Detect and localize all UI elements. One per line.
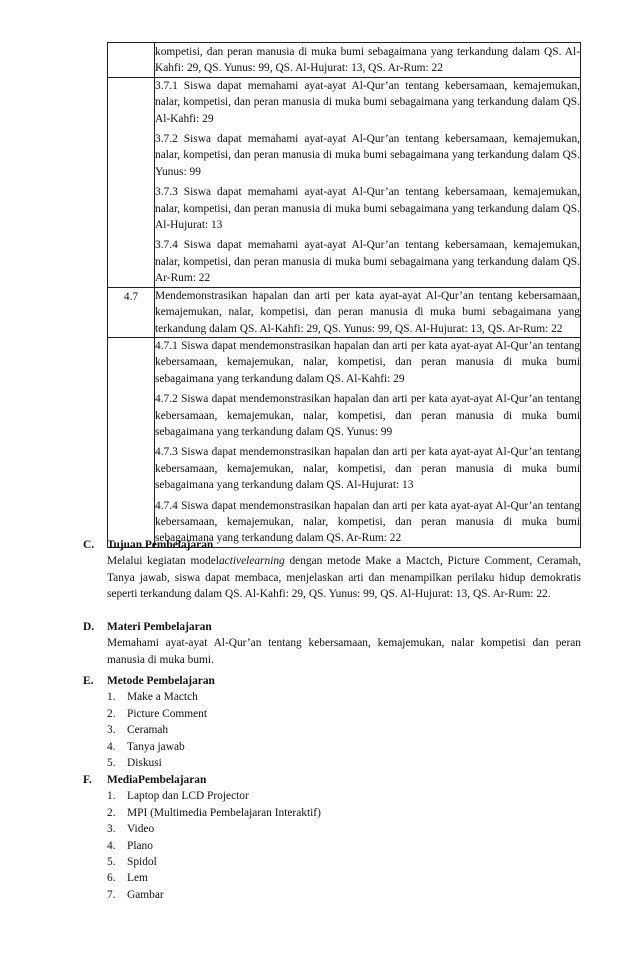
list-item: 2. Picture Comment xyxy=(107,707,208,720)
section-heading xyxy=(83,537,581,553)
emphasis-text: activelearning xyxy=(218,555,285,568)
section-heading xyxy=(83,619,581,635)
row-description xyxy=(155,287,581,337)
indicator-4-7-2: 4.7.2 Siswa dapat mendemonstrasikan hapalan dan arti per kata ayat-ayat Al-Qur’an tentang kebersamaan, kemajemukan, nalar, kompetisi, dan peran manusia di muka bumi sebagaimana yang terkandung dalam QS. Yunus: 99 xyxy=(155,393,580,438)
row-number xyxy=(108,43,155,78)
list-item: 7. Gambar xyxy=(107,888,164,901)
indicator-3-7-2: 3.7.2 Siswa dapat memahami ayat-ayat Al-Qur’an tentang kebersamaan, kemajemukan, nalar, kompetisi, dan peran manusia di muka bumi sebagaimana yang terkandung dalam QS. Yunus: 99 xyxy=(155,133,580,178)
row-description xyxy=(155,337,581,547)
indicator-4-7-1: 4.7.1 Siswa dapat mendemonstrasikan hapalan dan arti per kata ayat-ayat Al-Qur’an tentang kebersamaan, kemajemukan, nalar, kompetisi, dan peran manusia di muka bumi sebagaimana yang terkandung dalam QS. Al-Kahfi: 29 xyxy=(155,339,580,385)
list-item: 1. Make a Mactch xyxy=(107,691,198,704)
section-letter: D. xyxy=(83,621,95,633)
list-item: 5. Spidol xyxy=(107,856,157,869)
row-description xyxy=(155,77,581,287)
section-letter: C. xyxy=(83,539,95,551)
section-metode-pembelajaran xyxy=(83,673,581,771)
section-body: Melalui kegiatan modelactivelearning dengan metode Make a Mactch, Picture Comment, Ceramah, Tanya jawab, siswa dapat membaca, menjelaskan arti dan menampilkan perilaku hidup demokratis seperti terkandung dalam QS. Al-Kahfi: 29, QS. Yunus: 99, QS. Al-Hujurat: 13, QS. Ar-Rum: 22. xyxy=(107,555,581,601)
indicator-3-7-4: 3.7.4 Siswa dapat memahami ayat-ayat Al-Qur’an tentang kebersamaan, kemajemukan, nalar, kompetisi, dan peran manusia di muka bumi sebagaimana yang terkandung dalam QS. Ar-Rum: 22 xyxy=(155,239,580,285)
section-title: MediaPembelajaran xyxy=(107,774,207,786)
list-item: 4. Tanya jawab xyxy=(107,740,185,753)
section-heading xyxy=(83,772,581,788)
section-title: Tujuan Pembelajaran xyxy=(107,539,214,551)
section-heading xyxy=(83,673,581,689)
indicator-3-7-3: 3.7.3 Siswa dapat memahami ayat-ayat Al-Qur’an tentang kebersamaan, kemajemukan, nalar, kompetisi, dan peran manusia di muka bumi sebagaimana yang terkandung dalam QS. Al-Hujurat: 13 xyxy=(155,186,580,232)
section-body: Memahami ayat-ayat Al-Qur’an tentang kebersamaan, kemajemukan, nalar kompetisi dan peran manusia di muka bumi. xyxy=(107,637,581,666)
section-title: Materi Pembelajaran xyxy=(107,621,212,633)
section-media-pembelajaran xyxy=(83,772,581,903)
method-list xyxy=(107,689,581,771)
table-row xyxy=(108,287,581,337)
list-item: 2. MPI (Multimedia Pembelajaran Interaktif) xyxy=(107,806,321,819)
row-number xyxy=(108,77,155,287)
indicator-3-7-1: 3.7.1 Siswa dapat memahami ayat-ayat Al-Qur’an tentang kebersamaan, kemajemukan, nalar, kompetisi, dan peran manusia di muka bumi sebagaimana yang terkandung dalam QS. Al-Kahfi: 29 xyxy=(155,79,580,125)
section-tujuan-pembelajaran xyxy=(83,537,581,603)
row-number: 4.7 xyxy=(108,287,155,337)
indicator-4-7-4: 4.7.4 Siswa dapat mendemonstrasikan hapalan dan arti per kata ayat-ayat Al-Qur’an tentang kebersamaan, kemajemukan, nalar, kompetisi, dan peran manusia di muka bumi sebagaimana yang terkandung dalam QS. Ar-Rum: 22 xyxy=(155,499,580,545)
indicator-4-7-3: 4.7.3 Siswa dapat mendemonstrasikan hapalan dan arti per kata ayat-ayat Al-Qur’an tentang kebersamaan, kemajemukan, nalar, kompetisi, dan peran manusia di muka bumi sebagaimana yang terkandung dalam QS. Al-Hujurat: 13 xyxy=(155,446,580,492)
list-item: 4. Plano xyxy=(107,839,153,852)
table-row xyxy=(108,77,581,287)
row-number xyxy=(108,337,155,547)
section-title: Metode Pembelajaran xyxy=(107,675,215,687)
list-item: 3. Ceramah xyxy=(107,724,169,737)
list-item: 3. Video xyxy=(107,823,155,836)
list-item: 1. Laptop dan LCD Projector xyxy=(107,790,249,803)
competency-table xyxy=(107,42,581,548)
table-row xyxy=(108,337,581,547)
section-letter: F. xyxy=(83,774,92,786)
section-letter: E. xyxy=(83,675,94,687)
description-text: kompetisi, dan peran manusia di muka bumi sebagaimana yang terkandung dalam QS. Al-Kahfi: 29, QS. Yunus: 99, QS. Al-Hujurat: 13, QS. Ar-Rum: 22 xyxy=(155,46,580,75)
competency-4-7: Mendemonstrasikan hapalan dan arti per kata ayat-ayat Al-Qur’an tentang kebersamaan, kemajemukan, nalar, kompetisi, dan peran manusia di muka bumi sebagaimana yang terkandung dalam QS. Al-Kahfi: 29, QS. Yunus: 99, QS. Al-Hujurat: 13, QS. Ar-Rum: 22 xyxy=(155,289,580,335)
section-materi-pembelajaran xyxy=(83,619,581,668)
list-item: 5. Diskusi xyxy=(107,757,162,770)
table-row xyxy=(108,43,581,78)
list-item: 6. Lem xyxy=(107,872,148,885)
row-description xyxy=(155,43,581,78)
media-list xyxy=(107,788,581,903)
